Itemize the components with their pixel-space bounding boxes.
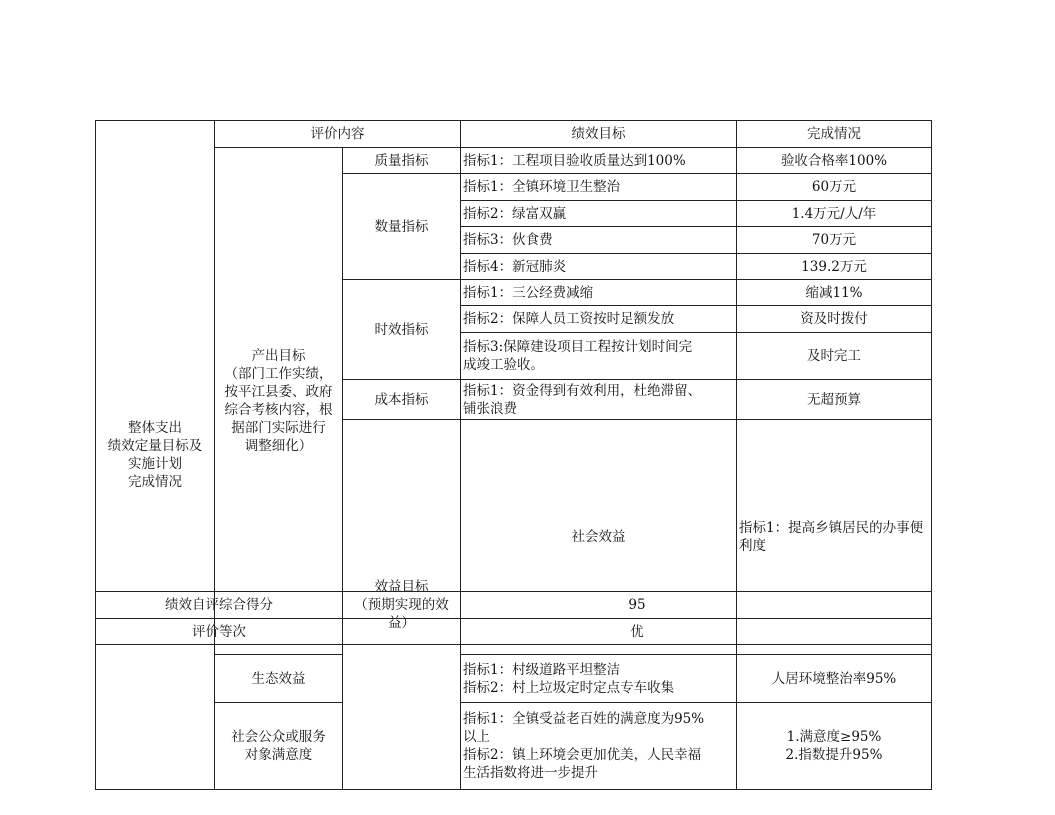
header-row xyxy=(96,121,932,148)
result-cell: 人居环境整治率95% xyxy=(737,655,932,703)
header-completion: 完成情况 xyxy=(737,121,932,148)
result-cell: 资及时拨付 xyxy=(737,306,932,333)
score-value: 95 xyxy=(343,592,932,619)
target-cell: 指标3:保障建设项目工程按计划时间完 成竣工验收。 xyxy=(461,333,737,380)
target-cell: 指标1：工程项目验收质量达到100% xyxy=(461,148,737,174)
result-cell: 1.4万元/人/年 xyxy=(737,201,932,227)
timeliness-indicator-label: 时效指标 xyxy=(343,280,461,380)
ecological-benefit-label: 生态效益 xyxy=(215,655,343,703)
quantity-indicator-label: 数量指标 xyxy=(343,174,461,280)
result-cell: 缩减11% xyxy=(737,280,932,306)
overall-label-cell: 整体支出 绩效定量目标及 实施计划 完成情况 xyxy=(96,121,215,790)
grade-label: 评价等次 xyxy=(96,619,343,645)
target-cell: 指标1：全镇受益老百姓的满意度为95% 以上 指标2：镇上环境会更加优美，人民幸福 生活指数将进一步提升 xyxy=(461,703,737,790)
target-cell: 指标1：三公经费减缩 xyxy=(461,280,737,306)
table-row xyxy=(96,703,932,790)
table-row xyxy=(96,655,932,703)
header-target: 绩效目标 xyxy=(461,121,737,148)
result-cell: 70万元 xyxy=(737,227,932,254)
target-cell: 指标1：村级道路平坦整洁 指标2：村上垃圾定时定点专车收集 xyxy=(461,655,737,703)
target-cell: 指标4：新冠肺炎 xyxy=(461,254,737,280)
quality-indicator-label: 质量指标 xyxy=(343,148,461,174)
score-label: 绩效自评综合得分 xyxy=(96,592,343,619)
result-cell: 60万元 xyxy=(737,174,932,201)
target-cell: 指标1：提高乡镇居民的办事便利度 xyxy=(737,420,932,655)
result-cell: 及时完工 xyxy=(737,333,932,380)
grade-row xyxy=(96,619,932,645)
grade-value: 优 xyxy=(343,619,932,645)
result-cell: 无超预算 xyxy=(737,380,932,420)
result-cell: 1.满意度≥95% 2.指数提升95% xyxy=(737,703,932,790)
cost-indicator-label: 成本指标 xyxy=(343,380,461,420)
target-cell: 指标2：绿富双赢 xyxy=(461,201,737,227)
benefit-goal-cell: 效益目标 （预期实现的效 益） xyxy=(343,420,461,790)
result-cell: 验收合格率100% xyxy=(737,148,932,174)
target-cell: 指标3：伙食费 xyxy=(461,227,737,254)
target-cell: 指标1：全镇环境卫生整治 xyxy=(461,174,737,201)
result-cell: 139.2万元 xyxy=(737,254,932,280)
social-benefit-label: 社会效益 xyxy=(461,420,737,655)
summary-table xyxy=(95,591,932,645)
target-cell: 指标2：保障人员工资按时足额发放 xyxy=(461,306,737,333)
target-cell: 指标1：资金得到有效利用，杜绝滞留、 铺张浪费 xyxy=(461,380,737,420)
header-content: 评价内容 xyxy=(215,121,461,148)
output-goal-cell: 产出目标 （部门工作实绩， 按平江县委、政府 综合考核内容，根 据部门实际进行 调整细化） xyxy=(215,148,343,655)
table-row xyxy=(96,148,932,174)
evaluation-table xyxy=(95,120,932,790)
score-row xyxy=(96,592,932,619)
satisfaction-label: 社会公众或服务 对象满意度 xyxy=(215,703,343,790)
